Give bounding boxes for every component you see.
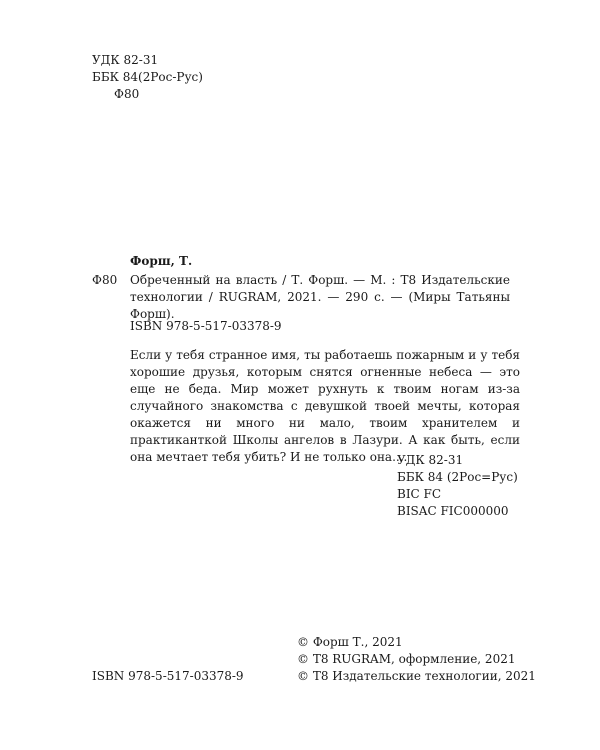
author-heading: Форш, Т. bbox=[130, 254, 193, 268]
copyright-author: © Форш Т., 2021 bbox=[297, 635, 403, 649]
udk-code-secondary: УДК 82-31 bbox=[397, 453, 464, 467]
bic-code: BIC FC bbox=[397, 487, 442, 501]
isbn-main: ISBN 978-5-517-03378-9 bbox=[130, 319, 282, 333]
margin-author-code: Ф80 bbox=[92, 273, 118, 287]
classification-codes-block bbox=[397, 452, 518, 520]
copyright-design: © Т8 RUGRAM, оформление, 2021 bbox=[297, 652, 516, 666]
author-sign-code: Ф80 bbox=[114, 87, 140, 101]
copyright-block bbox=[297, 634, 536, 685]
top-classification-block bbox=[92, 52, 203, 103]
bisac-code: BISAC FIC000000 bbox=[397, 504, 509, 518]
bibliographic-description: Обреченный на власть / Т. Форш. — М. : Т8 Издательские технологии / RUGRAM, 2021. — 290 с. — (Миры Татьяны Форш). bbox=[130, 273, 510, 321]
annotation-text: Если у тебя странное имя, ты работаешь пожарным и у тебя хорошие друзья, которым снятся огненные небеса — это еще не беда. Мир может рухнуть к твоим ногам из-за случайного знакомства с девушкой твоей мечты, которая окажется ни много ни мало, твоим хранителем и практиканткой Школы ангелов в Лазури. А как быть, если она мечтает тебя убить? И не только она.... bbox=[130, 348, 520, 464]
bbk-code: ББК 84(2Рос-Рус) bbox=[92, 70, 203, 84]
annotation bbox=[130, 347, 520, 466]
bbk-code-secondary: ББК 84 (2Рос=Рус) bbox=[397, 470, 518, 484]
copyright-publisher: © Т8 Издательские технологии, 2021 bbox=[297, 669, 536, 683]
udk-code: УДК 82-31 bbox=[92, 53, 159, 67]
isbn-bottom: ISBN 978-5-517-03378-9 bbox=[92, 669, 244, 683]
